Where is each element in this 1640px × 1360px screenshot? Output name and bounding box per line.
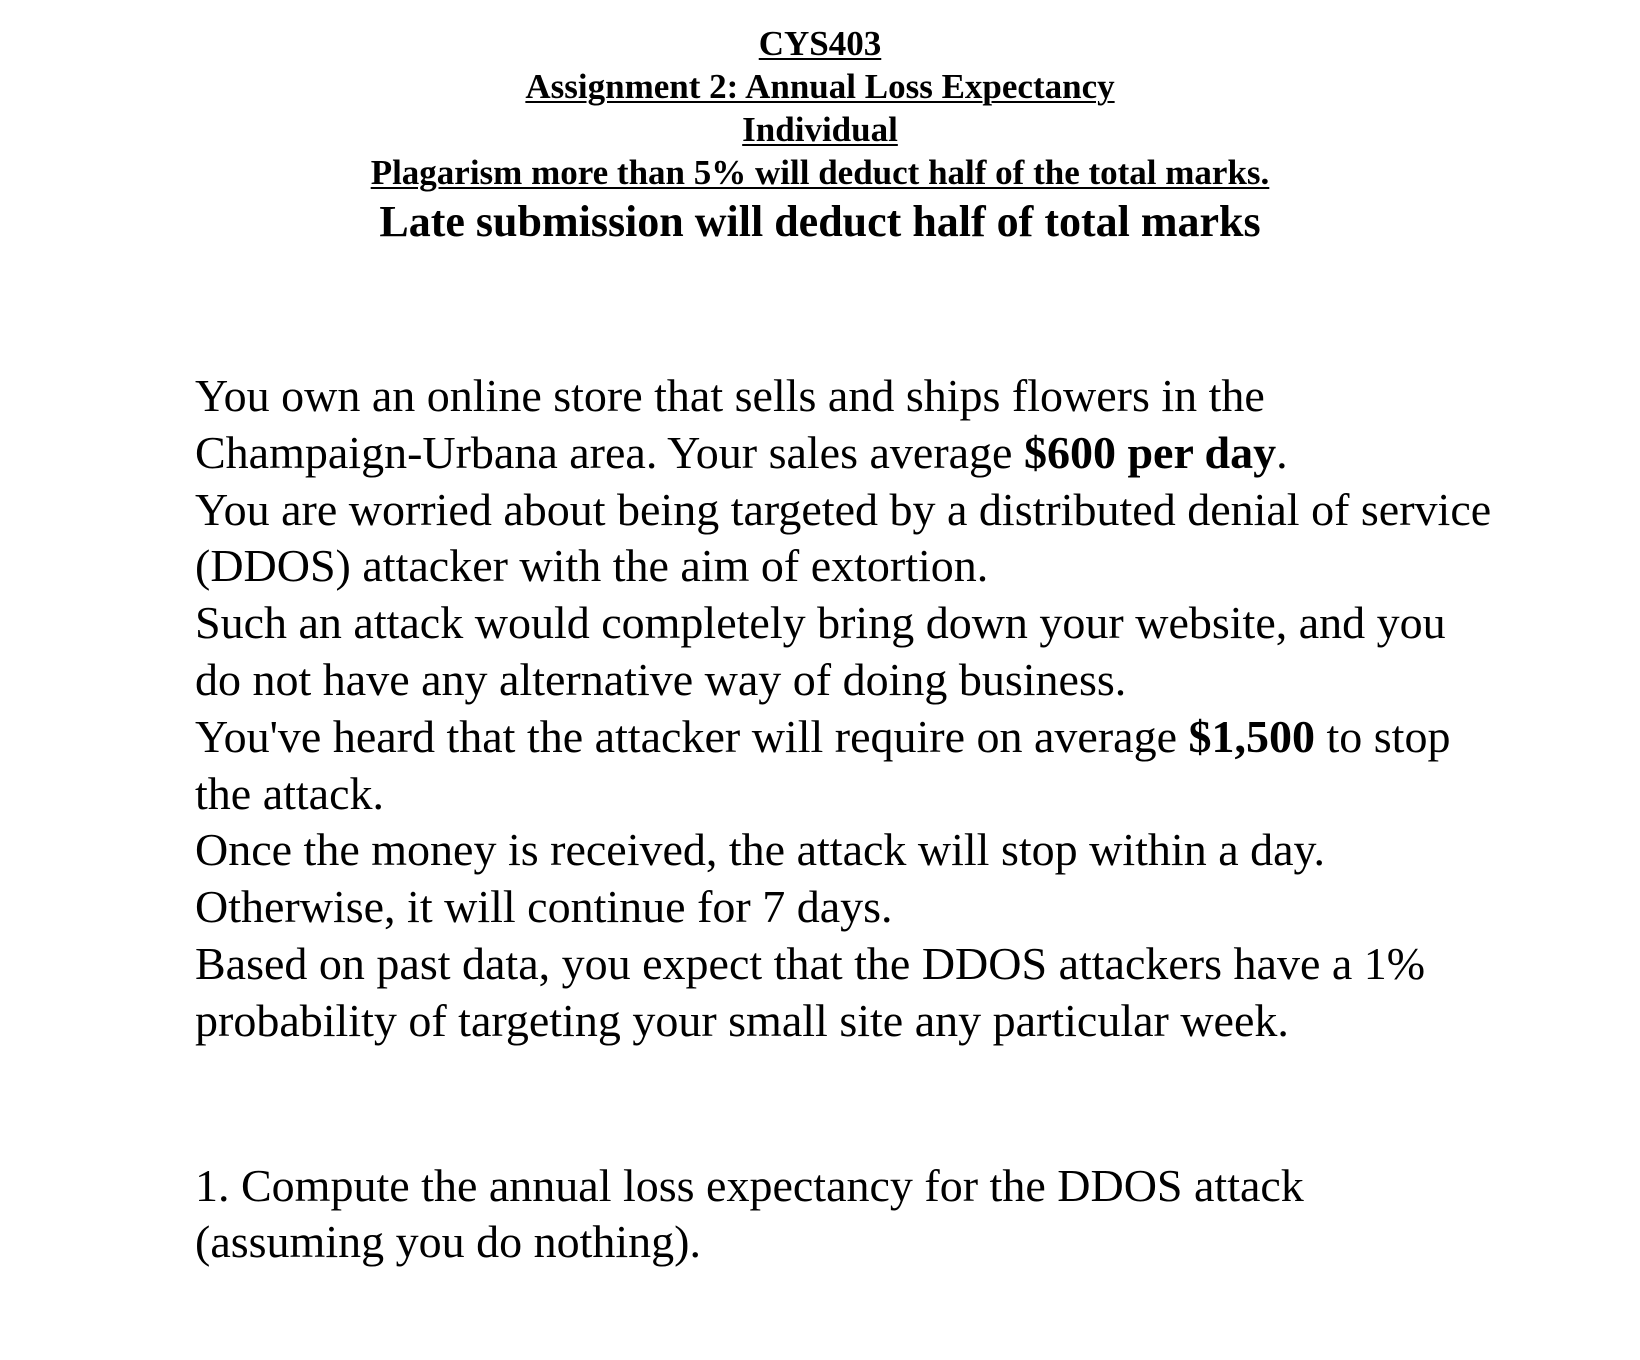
scenario-sentence-worry: You are worried about being targeted by a distributed denial of service (DDOS) attacker with the aim of extortion.	[195, 483, 1492, 592]
scenario-sentence-stop: Once the money is received, the attack will stop within a day.	[195, 824, 1326, 876]
sales-amount: $600 per day	[1023, 426, 1277, 478]
assignment-title: Assignment 2: Annual Loss Expectancy	[525, 67, 1115, 106]
scenario-sentence-probability: Based on past data, you expect that the DDOS attackers have a 1% probability of targeting your small site any particular week.	[195, 937, 1426, 1046]
scenario-sentence-ransom: You've heard that the attacker will require on average $1,500 to stop the attack.	[195, 710, 1451, 819]
late-submission-notice: Late submission will deduct half of total marks	[379, 197, 1261, 246]
assignment-type: Individual	[742, 110, 898, 149]
scenario-sentence-duration: Otherwise, it will continue for 7 days.	[195, 881, 893, 933]
course-code: CYS403	[758, 24, 882, 63]
scenario-sentence-impact: Such an attack would completely bring down your website, and you do not have any alternative way of doing business.	[195, 597, 1446, 705]
plagiarism-notice: Plagarism more than 5% will deduct half of the total marks.	[370, 153, 1270, 192]
document-header	[0, 22, 1640, 248]
scenario-text	[195, 368, 1495, 1050]
scenario-sentence-sales: You own an online store that sells and ships flowers in the Champaign-Urbana area. Your sales average $600 per day.	[195, 370, 1288, 478]
question-1: 1. Compute the annual loss expectancy for the DDOS attack (assuming you do nothing).	[195, 1160, 1304, 1267]
ransom-amount: $1,500	[1188, 710, 1315, 762]
